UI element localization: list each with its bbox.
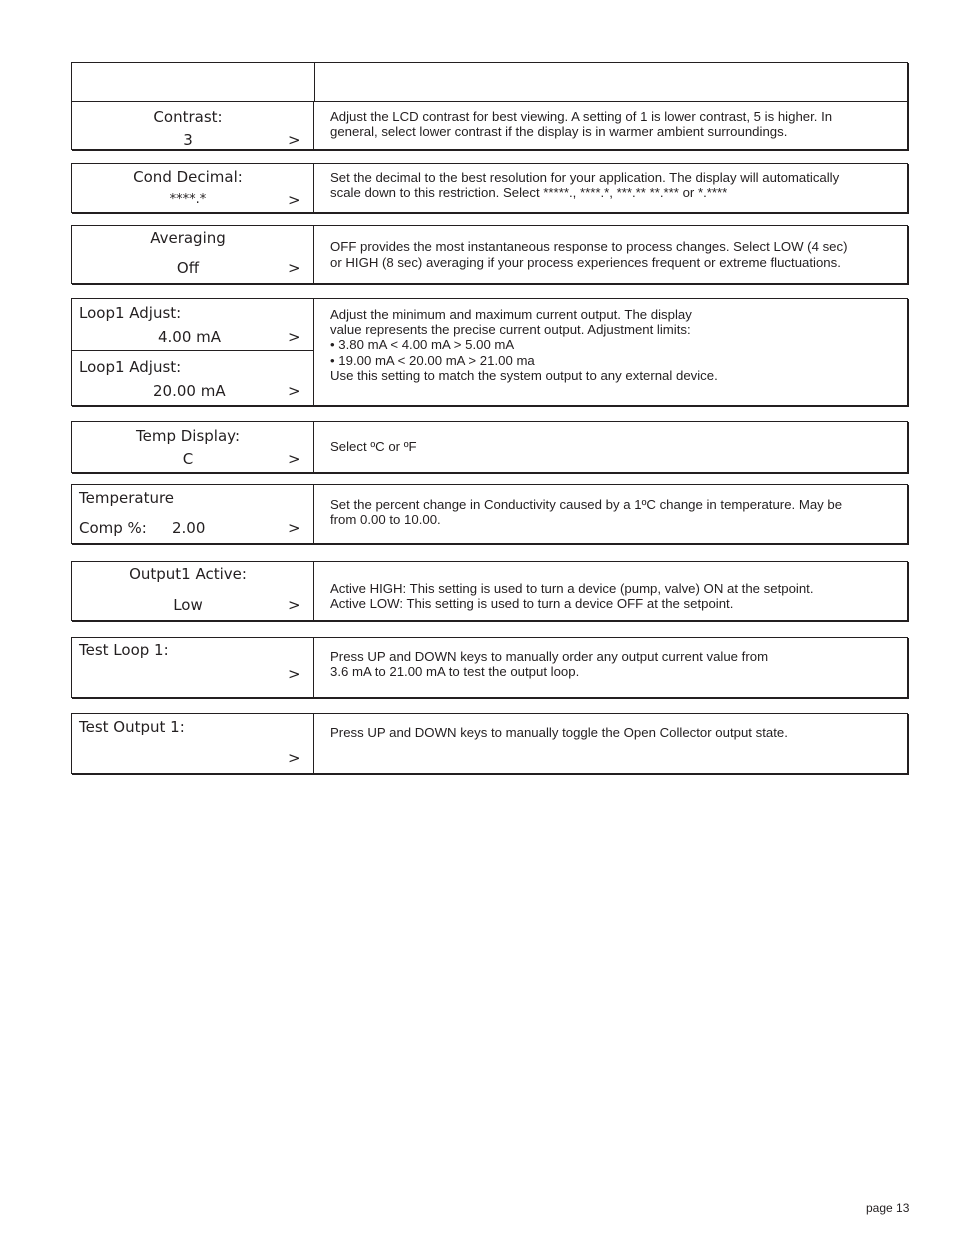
desc-line: from 0.00 to 10.00. <box>330 512 441 528</box>
temp-comp-arrow: > <box>288 519 301 537</box>
test-output1-arrow: > <box>288 749 301 767</box>
temp-display-description <box>314 422 907 472</box>
desc-line: Adjust the LCD contrast for best viewing. A setting of 1 is lower contrast, 5 is higher. In <box>330 109 833 124</box>
desc-line: OFF provides the most instantaneous response to process changes. Select LOW (4 sec) <box>330 238 848 254</box>
temp-comp-description <box>314 485 907 543</box>
contrast-row <box>71 62 908 150</box>
desc-line: general, select lower contrast if the display is in warmer ambient surroundings. <box>330 124 788 140</box>
averaging-value: Off <box>176 259 200 277</box>
test-loop1-description <box>314 638 907 697</box>
contrast-arrow: > <box>288 131 301 149</box>
desc-line: Select ºC or ºF <box>330 439 417 455</box>
temp-display-value: C <box>182 450 194 468</box>
desc-line: Active HIGH: This setting is used to turn a device (pump, valve) ON at the setpoint. <box>330 581 814 596</box>
test-loop1-row <box>71 637 908 698</box>
test-output1-row <box>71 713 908 774</box>
column-divider <box>314 63 315 101</box>
cond-decimal-row <box>71 163 908 213</box>
temp-display-label: Temp Display: <box>136 427 240 445</box>
temp-comp-value: 2.00 <box>172 519 206 537</box>
test-loop1-label: Test Loop 1: <box>79 641 169 659</box>
desc-line: • 3.80 mA < 4.00 mA > 5.00 mA <box>330 337 515 353</box>
desc-line: value represents the precise current output. Adjustment limits: <box>330 322 691 338</box>
desc-line: 3.6 mA to 21.00 mA to test the output loop. <box>330 664 580 680</box>
contrast-description <box>314 102 907 149</box>
loop1-min-label: Loop1 Adjust: <box>79 304 182 322</box>
cond-decimal-description <box>314 164 907 212</box>
temp-comp-label-2: Comp %: <box>79 519 147 537</box>
temp-display-arrow: > <box>288 450 301 468</box>
contrast-label: Contrast: <box>153 108 223 126</box>
output1-active-arrow: > <box>288 596 301 614</box>
contrast-value: 3 <box>183 131 193 149</box>
cond-decimal-label: Cond Decimal: <box>133 168 243 186</box>
output1-active-value: Low <box>173 596 203 614</box>
loop1-max-arrow: > <box>288 382 301 400</box>
desc-line: Adjust the minimum and maximum current output. The display <box>330 307 692 322</box>
loop1-description <box>314 299 907 405</box>
temp-comp-label: Temperature <box>79 489 175 507</box>
desc-line: Press UP and DOWN keys to manually order any output current value from <box>330 649 769 664</box>
averaging-row <box>71 225 908 284</box>
test-output1-description <box>314 714 907 773</box>
output1-active-label: Output1 Active: <box>129 565 247 583</box>
output1-active-row <box>71 561 908 621</box>
averaging-description <box>314 226 907 283</box>
loop1-max-label: Loop1 Adjust: <box>79 358 182 376</box>
desc-line: scale down to this restriction. Select *****., ****.*, ***.** **.*** or *.**** <box>330 185 728 201</box>
desc-line: Active LOW: This setting is used to turn a device OFF at the setpoint. <box>330 596 734 612</box>
desc-line: • 19.00 mA < 20.00 mA > 21.00 ma <box>330 352 535 368</box>
lcd-divider <box>72 350 314 351</box>
desc-line: Set the decimal to the best resolution for your application. The display will automatically <box>330 170 840 185</box>
loop1-max-value: 20.00 mA <box>153 382 226 400</box>
desc-line: or HIGH (8 sec) averaging if your process experiences frequent or extreme fluctuations. <box>330 254 841 270</box>
loop1-min-value: 4.00 mA <box>158 328 222 346</box>
desc-line: Set the percent change in Conductivity caused by a 1ºC change in temperature. May be <box>330 497 843 512</box>
desc-line: Press UP and DOWN keys to manually toggle the Open Collector output state. <box>330 725 788 740</box>
temp-display-row <box>71 421 908 473</box>
test-loop1-arrow: > <box>288 665 301 683</box>
loop1-min-arrow: > <box>288 328 301 346</box>
averaging-label: Averaging <box>150 229 226 247</box>
page-number: page 13 <box>866 1201 910 1215</box>
output1-active-description <box>314 562 907 620</box>
test-output1-label: Test Output 1: <box>79 718 185 736</box>
desc-line: Use this setting to match the system output to any external device. <box>330 367 718 383</box>
cond-decimal-arrow: > <box>288 191 301 209</box>
temp-comp-row <box>71 484 908 544</box>
averaging-arrow: > <box>288 259 301 277</box>
loop1-adjust-row <box>71 298 908 406</box>
cond-decimal-value: ****.* <box>169 192 207 207</box>
